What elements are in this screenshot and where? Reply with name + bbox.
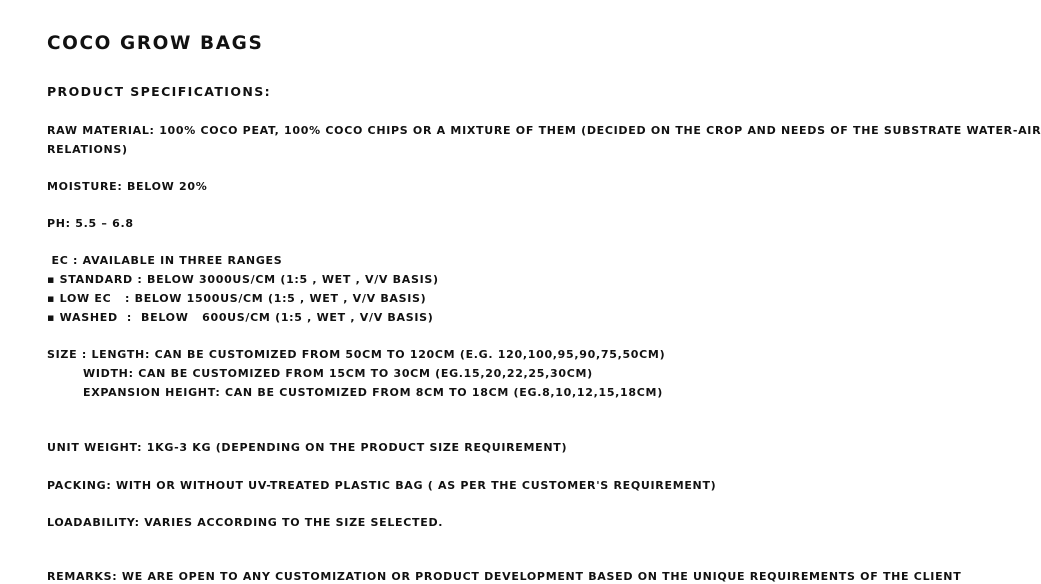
loadability-spec: LOADABILITY: VARIES ACCORDING TO THE SIZE SELECTED. [47,516,444,529]
moisture-spec: MOISTURE: BELOW 20% [47,180,208,193]
size-width-spec: WIDTH: CAN BE CUSTOMIZED FROM 15CM TO 30CM (EG.15,20,22,25,30CM) [83,367,593,380]
size-length-spec: SIZE : LENGTH: CAN BE CUSTOMIZED FROM 50CM TO 120CM (E.G. 120,100,95,90,75,50CM) [47,348,666,361]
section-heading: PRODUCT SPECIFICATIONS: [47,84,272,99]
remarks-spec: REMARKS: WE ARE OPEN TO ANY CUSTOMIZATION OR PRODUCT DEVELOPMENT BASED ON THE UNIQUE REQUIREMENTS OF THE CLIENT [47,570,962,583]
ph-spec: PH: 5.5 – 6.8 [47,217,134,230]
ec-low-item: ▪ LOW EC : BELOW 1500US/CM (1:5 , WET , V/V BASIS) [47,292,427,305]
document-title: COCO GROW BAGS [47,33,264,54]
packing-spec: PACKING: WITH OR WITHOUT UV-TREATED PLASTIC BAG ( AS PER THE CUSTOMER'S REQUIREMENT) [47,479,717,492]
size-height-spec: EXPANSION HEIGHT: CAN BE CUSTOMIZED FROM 8CM TO 18CM (EG.8,10,12,15,18CM) [83,386,663,399]
ec-washed-item: ▪ WASHED : BELOW 600US/CM (1:5 , WET , V/V BASIS) [47,311,434,324]
ec-standard-item: ▪ STANDARD : BELOW 3000US/CM (1:5 , WET , V/V BASIS) [47,273,439,286]
raw-material-line-2: RELATIONS) [47,143,128,156]
unit-weight-spec: UNIT WEIGHT: 1KG-3 KG (DEPENDING ON THE PRODUCT SIZE REQUIREMENT) [47,441,568,454]
ec-heading: EC : AVAILABLE IN THREE RANGES [47,254,283,267]
raw-material-line-1: RAW MATERIAL: 100% COCO PEAT, 100% COCO CHIPS OR A MIXTURE OF THEM (DECIDED ON THE CROP AND NEEDS OF THE SUBSTRATE WATER-AIR [47,124,1041,137]
